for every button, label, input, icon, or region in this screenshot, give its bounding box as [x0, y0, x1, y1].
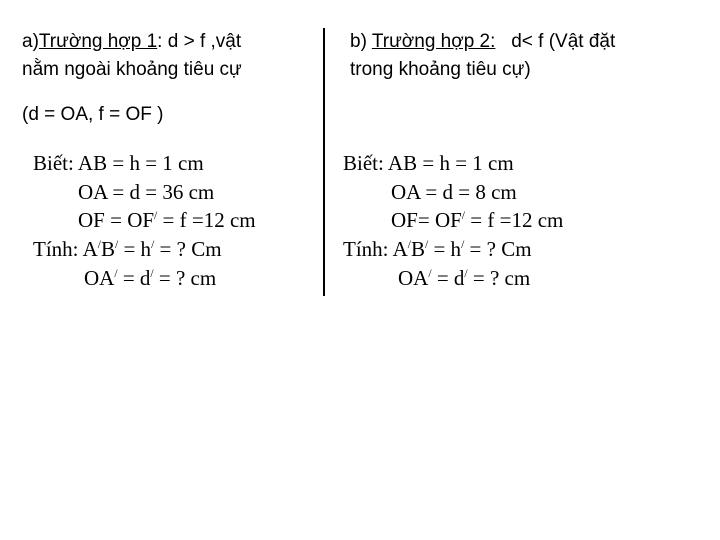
case-a-oa: OA = d = 36 cm	[78, 180, 215, 204]
case-a-condition: : d > f ,vật	[157, 31, 242, 52]
case-b-oa-prime: OA/ = d/ = ? cm	[398, 266, 531, 290]
case-a-title: Trường hợp 1	[38, 31, 158, 52]
case-b-condition: d< f (Vật đặt	[495, 31, 616, 52]
case-a-given: Biết: AB = h = 1 cm	[33, 151, 204, 175]
case-b-heading	[350, 31, 615, 53]
case-b-oa: OA = d = 8 cm	[391, 180, 517, 204]
case-b-title: Trường hợp 2:	[371, 31, 496, 52]
case-b-subheading: trong khoảng tiêu cự)	[350, 59, 531, 80]
case-b-prefix: b)	[350, 31, 372, 52]
case-a-oa-prime: OA/ = d/ = ? cm	[84, 266, 217, 290]
case-a-subheading: nằm ngoài khoảng tiêu cự	[22, 59, 242, 80]
case-a-of: OF = OF/ = f =12 cm	[78, 208, 256, 232]
case-a-find: Tính: A/B/ = h/ = ? Cm	[33, 237, 222, 261]
prime-mark: /	[154, 209, 158, 222]
case-a-heading	[22, 31, 241, 53]
case-a-prefix: a)	[22, 31, 39, 52]
case-b-find: Tính: A/B/ = h/ = ? Cm	[343, 237, 532, 261]
case-b-of: OF= OF/ = f =12 cm	[391, 208, 564, 232]
column-divider	[323, 28, 325, 296]
case-a-note: (d = OA, f = OF )	[22, 104, 164, 125]
case-b-given: Biết: AB = h = 1 cm	[343, 151, 514, 175]
